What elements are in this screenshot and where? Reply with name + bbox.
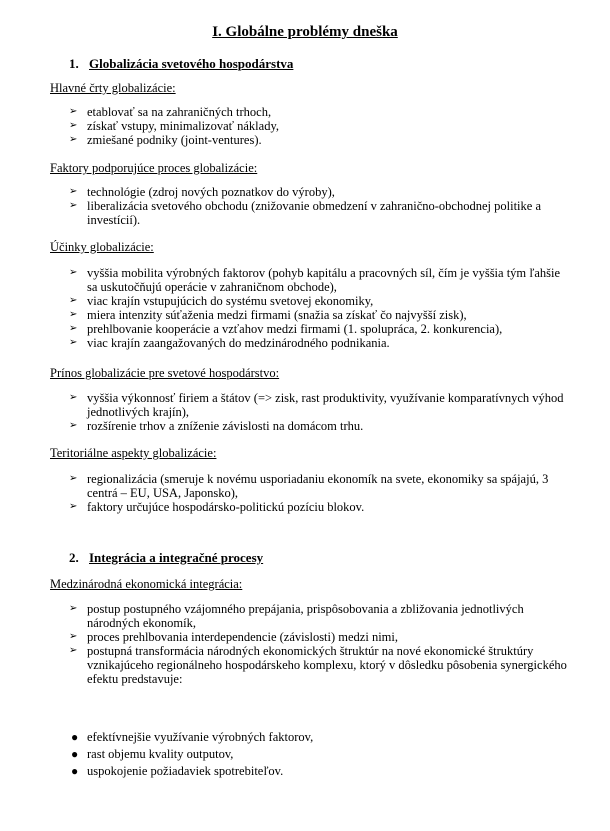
- section-1-title: Globalizácia svetového hospodárstva: [89, 56, 294, 71]
- dot-bullet-icon: ●: [71, 764, 79, 778]
- list-item: ➢ vyššia výkonnosť firiem a štátov (=> zisk, rast produktivity, využívanie komparatívnych výhod jednotlivých krajín),: [69, 391, 564, 419]
- section-2-heading: [69, 550, 263, 566]
- list-item: ➢ získať vstupy, minimalizovať náklady,: [69, 119, 280, 133]
- list-effects: [69, 266, 569, 350]
- arrow-bullet-icon: ➢: [69, 603, 78, 614]
- list-item: ➢ viac krajín zaangažovaných do medzinárodného podnikania.: [69, 336, 390, 350]
- arrow-bullet-icon: ➢: [69, 120, 78, 131]
- dot-bullet-icon: ●: [71, 730, 79, 744]
- list-economic-integration: [69, 602, 569, 686]
- list-item: ● rast objemu kvality outputov,: [71, 747, 234, 761]
- list-item: ➢ prehlbovanie kooperácie a vzťahov medzi firmami (1. spolupráca, 2. konkurencia),: [69, 322, 503, 336]
- subheading-territorial-aspects: Teritoriálne aspekty globalizácie:: [50, 446, 217, 460]
- list-item: ➢ postup postupného vzájomného prepájania, prispôsobovania a zbližovania jednotlivých národných ekonomík,: [69, 602, 524, 630]
- arrow-bullet-icon: ➢: [69, 186, 78, 197]
- arrow-bullet-icon: ➢: [69, 337, 78, 348]
- list-supporting-factors: [69, 185, 569, 227]
- list-item: ➢ etablovať sa na zahraničných trhoch,: [69, 105, 272, 119]
- list-item: ➢ postupná transformácia národných ekonomických štruktúr na nové ekonomické štruktúry vznikajúceho regionálneho hospodárskeho komplexu, ktorý v dôsledku pôsobenia synergického efektu predstavuje:: [69, 644, 567, 686]
- list-item: ➢ zmiešané podniky (joint-ventures).: [69, 133, 262, 147]
- list-benefits: [69, 391, 569, 433]
- section-1-number: 1.: [69, 56, 79, 71]
- list-item: ● efektívnejšie využívanie výrobných faktorov,: [71, 730, 314, 744]
- section-2-title: Integrácia a integračné procesy: [89, 550, 264, 565]
- list-synergy-effects: [69, 730, 569, 778]
- list-item: ➢ rozšírenie trhov a zníženie závislosti na domácom trhu.: [69, 419, 364, 433]
- arrow-bullet-icon: ➢: [69, 473, 78, 484]
- list-item: ➢ technológie (zdroj nových poznatkov do výroby),: [69, 185, 335, 199]
- arrow-bullet-icon: ➢: [69, 323, 78, 334]
- arrow-bullet-icon: ➢: [69, 106, 78, 117]
- arrow-bullet-icon: ➢: [69, 645, 78, 656]
- subheading-effects: Účinky globalizácie:: [50, 240, 154, 254]
- section-1-heading: [69, 56, 293, 72]
- list-item: ➢ regionalizácia (smeruje k novému usporiadaniu ekonomík na svete, ekonomiky sa spájajú, 3 centrá – EU, USA, Japonsko),: [69, 472, 549, 500]
- list-item: ➢ viac krajín vstupujúcich do systému svetovej ekonomiky,: [69, 294, 374, 308]
- list-item: ➢ liberalizácia svetového obchodu (znižovanie obmedzení v zahranično-obchodnej politike a investícií).: [69, 199, 541, 227]
- section-2-number: 2.: [69, 550, 79, 565]
- dot-bullet-icon: ●: [71, 747, 79, 761]
- list-item: ● uspokojenie požiadaviek spotrebiteľov.: [71, 764, 284, 778]
- list-item: ➢ miera intenzity súťaženia medzi firmami (snažia sa získať čo najvyšší zisk),: [69, 308, 467, 322]
- list-item: ➢ proces prehlbovania interdependencie (závislosti) medzi nimi,: [69, 630, 398, 644]
- arrow-bullet-icon: ➢: [69, 501, 78, 512]
- list-main-features: [69, 105, 569, 147]
- list-item: ➢ vyššia mobilita výrobných faktorov (pohyb kapitálu a pracovných síl, čím je vyššia tým ľahšie sa uskutočňujú operácie v zahraničnom obchode),: [69, 266, 561, 294]
- arrow-bullet-icon: ➢: [69, 267, 78, 278]
- arrow-bullet-icon: ➢: [69, 392, 78, 403]
- arrow-bullet-icon: ➢: [69, 200, 78, 211]
- subheading-economic-integration: Medzinárodná ekonomická integrácia:: [50, 577, 243, 591]
- page-title: I. Globálne problémy dneška: [212, 24, 398, 40]
- subheading-benefits: Prínos globalizácie pre svetové hospodárstvo:: [50, 366, 280, 380]
- arrow-bullet-icon: ➢: [69, 309, 78, 320]
- subheading-supporting-factors: Faktory podporujúce proces globalizácie:: [50, 161, 258, 175]
- arrow-bullet-icon: ➢: [69, 420, 78, 431]
- arrow-bullet-icon: ➢: [69, 134, 78, 145]
- list-territorial-aspects: [69, 472, 569, 514]
- subheading-main-features: Hlavné črty globalizácie:: [50, 81, 176, 95]
- list-item: ➢ faktory určujúce hospodársko-politickú pozíciu blokov.: [69, 500, 365, 514]
- arrow-bullet-icon: ➢: [69, 631, 78, 642]
- arrow-bullet-icon: ➢: [69, 295, 78, 306]
